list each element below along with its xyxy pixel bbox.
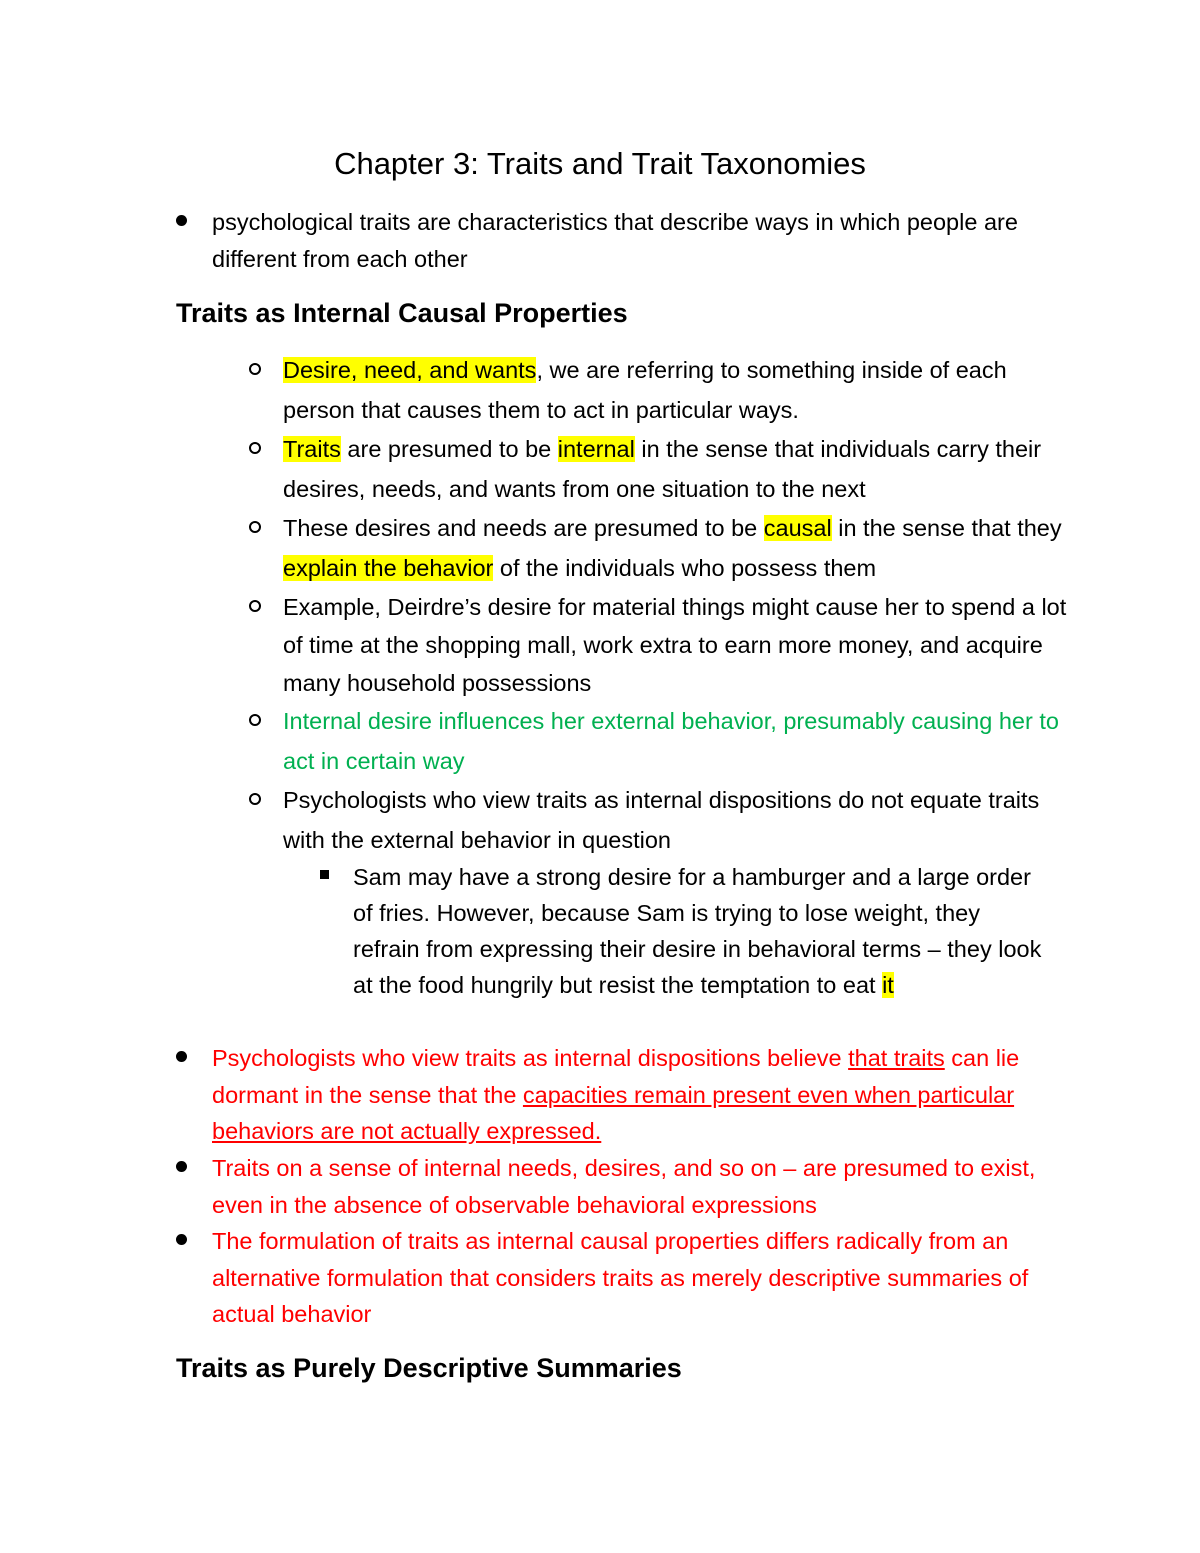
red-text: The formulation of traits as internal causal properties differs radically from an alternative formulation that considers traits as merely descriptive summaries of actual behavior: [212, 1228, 1029, 1327]
underlined-text: that traits: [848, 1045, 945, 1071]
circle-bullet-icon: [249, 714, 261, 726]
body-text: Sam may have a strong desire for a hamburger and a large order of fries. However, because Sam is trying to lose weight, they refrain from expressing their desire in behavioral terms – they look at the food hungrily but resist the temptation to eat: [353, 864, 1042, 998]
list-item: [283, 509, 1083, 588]
red-text: Psychologists who view traits as internal dispositions believe: [212, 1045, 849, 1071]
red-text: Traits on a sense of internal needs, desires, and so on – are presumed to exist, even in the absence of observable behavioral expressions: [212, 1155, 1036, 1218]
highlighted-text: explain the behavior: [283, 554, 494, 581]
list-item: [353, 859, 1053, 1003]
body-text: are presumed to be: [340, 436, 558, 462]
section-heading: Traits as Purely Descriptive Summaries: [176, 1353, 682, 1383]
page-title: Chapter 3: Traits and Trait Taxonomies: [334, 146, 866, 181]
body-text: Example, Deirdre’s desire for material things might cause her to spend a lot of time at the shopping mall, work extra to earn more money, and acquire many household possessions: [283, 594, 1067, 696]
green-text: Internal desire influences her external behavior, presumably causing her to act in certain way: [283, 708, 1059, 774]
body-text: , we are referring to something inside of each person that causes them to act in particular ways.: [283, 357, 1007, 423]
body-text: of the individuals who possess them: [493, 554, 877, 581]
circle-bullet-icon: [249, 442, 261, 454]
list-item: [283, 588, 1083, 702]
bullet-icon: [176, 1051, 187, 1062]
highlighted-text: internal: [557, 436, 635, 462]
list-item: [212, 204, 1072, 277]
intro-text: psychological traits are characteristics that describe ways in which people are different from each other: [212, 209, 1018, 272]
highlighted-text: it: [882, 972, 894, 998]
list-item: [212, 1223, 1072, 1333]
bullet-icon: [176, 1161, 187, 1172]
circle-bullet-icon: [249, 521, 261, 533]
highlighted-text: causal: [763, 515, 832, 541]
circle-bullet-icon: [249, 793, 261, 805]
highlighted-text: Traits: [283, 436, 341, 462]
body-text: in the sense that they: [831, 515, 1062, 541]
square-bullet-icon: [320, 870, 329, 879]
circle-bullet-icon: [249, 363, 261, 375]
list-item: [283, 781, 1083, 860]
circle-bullet-icon: [249, 600, 261, 612]
bullet-icon: [176, 1234, 187, 1245]
list-item: [212, 1040, 1072, 1150]
section-heading: Traits as Internal Causal Properties: [176, 298, 628, 328]
red-text: can lie dormant in the sense that the: [212, 1045, 1020, 1108]
body-text: These desires and needs are presumed to be: [283, 515, 764, 541]
list-item: [283, 430, 1083, 509]
list-item: [283, 702, 1083, 781]
body-text: in the sense that individuals carry their desires, needs, and wants from one situation to the next: [283, 436, 1042, 502]
body-text: Psychologists who view traits as internal dispositions do not equate traits with the external behavior in question: [283, 787, 1040, 853]
bullet-icon: [176, 215, 187, 226]
underlined-text: capacities remain present even when particular behaviors are not actually expressed.: [212, 1081, 1015, 1144]
list-item: [283, 351, 1083, 430]
list-item: [212, 1150, 1072, 1223]
highlighted-text: Desire, need, and wants: [283, 357, 537, 383]
